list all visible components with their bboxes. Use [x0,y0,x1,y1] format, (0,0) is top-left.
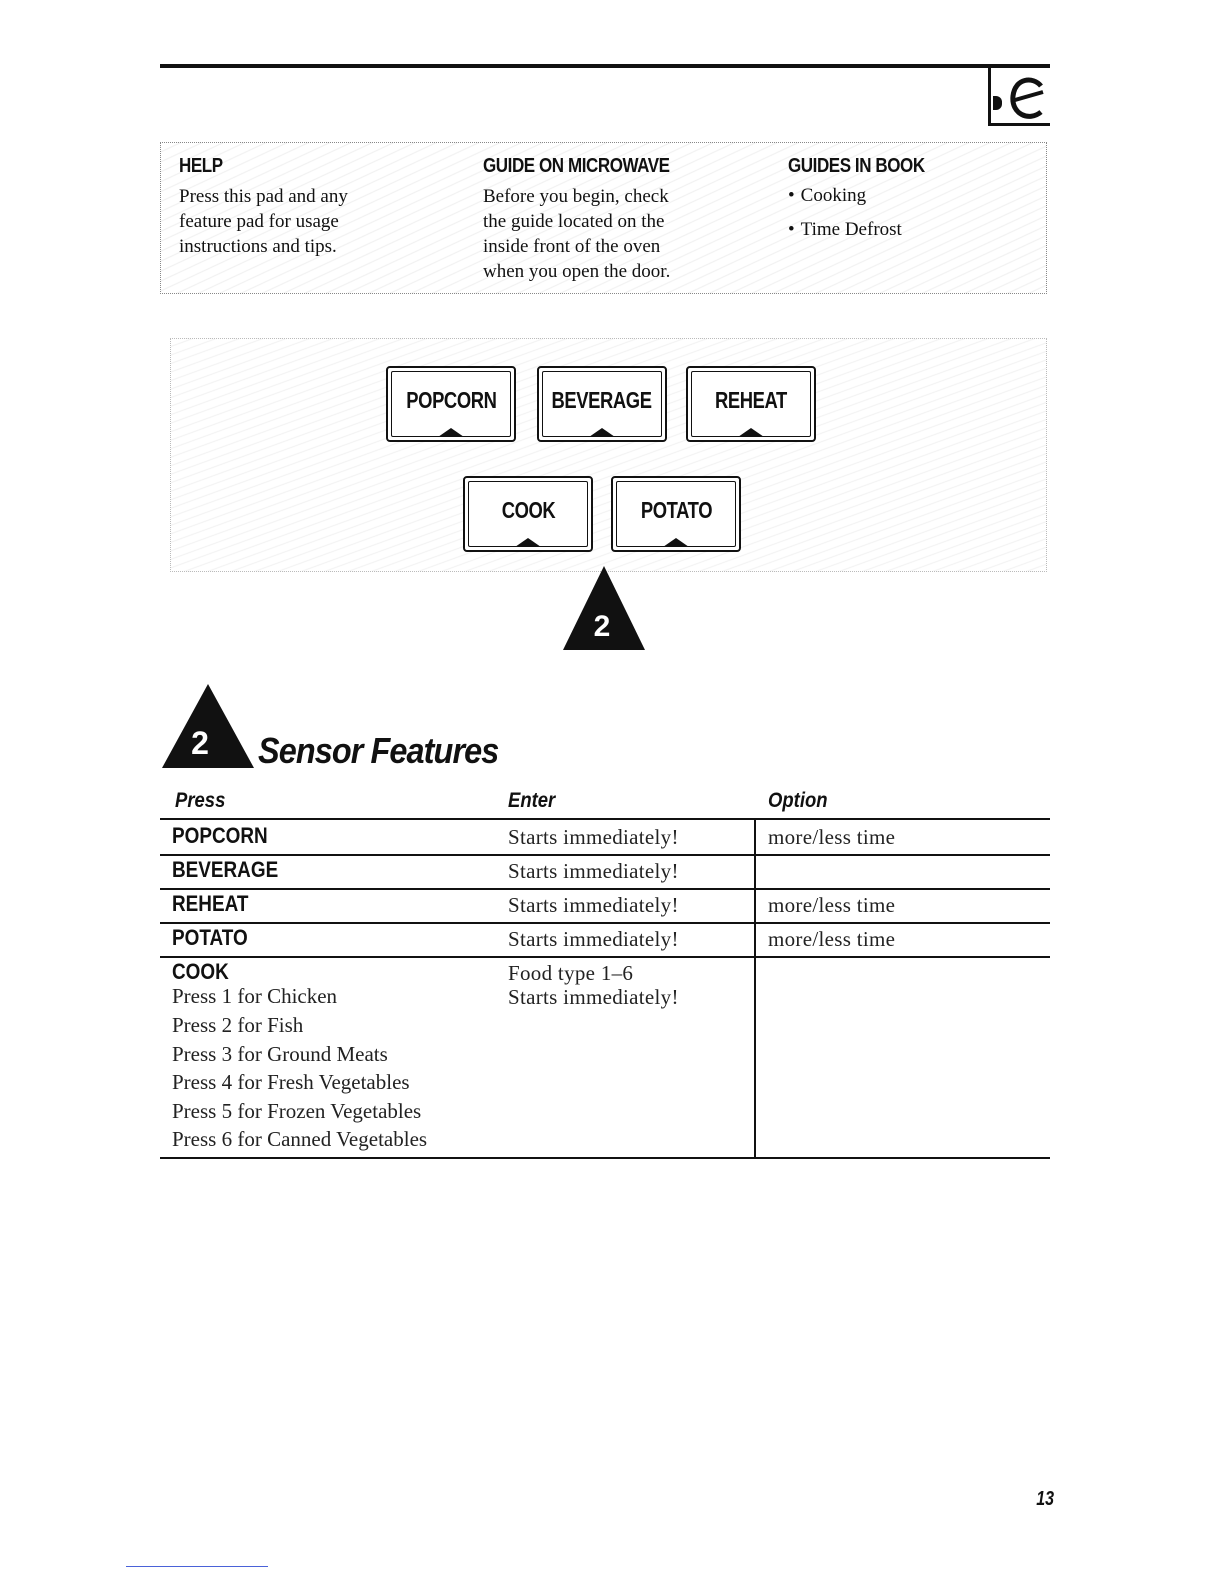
cook-enter-line: Starts immediately! [508,985,679,1009]
cook-pad[interactable] [463,476,593,552]
book-title: GUIDES IN BOOK [788,155,925,177]
header-option: Option [768,789,828,812]
table-rule [160,854,1050,856]
row-press: COOK [172,959,229,984]
row-option: more/less time [768,825,896,849]
pad-label: BEVERAGE [551,386,653,413]
pad-label: REHEAT [715,386,787,413]
beverage-pad[interactable] [537,366,667,442]
book-list [788,184,949,242]
help-line: instructions and tips. [179,236,337,257]
row-press: REHEAT [172,891,249,916]
pad-label: COOK [501,496,555,523]
cook-option: Press 3 for Ground Meats [172,1042,388,1066]
cook-option: Press 6 for Canned Vegetables [172,1127,428,1151]
guide-line: Before you begin, check [483,186,669,207]
cook-option: Press 2 for Fish [172,1013,304,1037]
brand-logo [988,64,1050,126]
help-info-box [160,142,1047,294]
cook-option: Press 4 for Fresh Vegetables [172,1070,410,1094]
row-enter: Starts immediately! [508,825,679,849]
help-column [179,155,348,259]
row-enter: Starts immediately! [508,859,679,883]
table-rule [160,818,1050,820]
row-press: POPCORN [172,823,268,848]
pad-label: POPCORN [405,386,497,413]
row-enter: Starts immediately! [508,893,679,917]
row-press: BEVERAGE [172,857,279,882]
cook-enter-line: Food type 1–6 [508,961,634,985]
help-title: HELP [179,155,223,177]
triangle-icon [738,428,764,437]
bullet-icon: • [788,219,795,240]
guide-line: the guide located on the [483,211,665,232]
header-enter: Enter [508,789,556,812]
potato-pad[interactable] [611,476,741,552]
callout-marker-icon [563,566,645,650]
reheat-pad[interactable] [686,366,816,442]
page-number: 13 [1036,1488,1055,1510]
row-press: POTATO [172,925,248,950]
guide-title: GUIDE ON MICROWAVE [483,155,670,177]
popcorn-pad[interactable] [386,366,516,442]
row-option: more/less time [768,893,896,917]
table-rule [160,956,1050,958]
table-rule [160,888,1050,890]
guide-line: inside front of the oven [483,236,661,257]
bottom-link-underline [126,1566,268,1567]
book-column [788,155,949,242]
callout-marker-number: 2 [593,610,611,643]
cook-option: Press 5 for Frozen Vegetables [172,1099,422,1123]
triangle-icon [515,538,541,547]
logo-e-icon [1005,74,1047,124]
logo-dot [993,96,1002,110]
guide-column [483,155,703,284]
section-title: Sensor Features [258,730,499,771]
triangle-icon [663,538,689,547]
cook-option: Press 1 for Chicken [172,984,338,1008]
section-marker-icon [162,684,254,768]
guide-line: when you open the door. [483,261,671,282]
table-rule [160,922,1050,924]
triangle-icon [438,428,464,437]
book-item-cooking: • Cooking [788,185,867,206]
pad-label: POTATO [640,496,712,523]
header-press: Press [175,789,226,812]
book-item-time-defrost: • Time Defrost [788,219,902,240]
section-marker-number: 2 [191,725,209,761]
help-line: Press this pad and any [179,186,348,207]
bullet-icon: • [788,185,795,206]
table-column-divider [754,818,756,1159]
help-line: feature pad for usage [179,211,339,232]
top-rule [160,64,990,68]
row-enter: Starts immediately! [508,927,679,951]
row-option: more/less time [768,927,896,951]
table-rule [160,1157,1050,1159]
triangle-icon [589,428,615,437]
